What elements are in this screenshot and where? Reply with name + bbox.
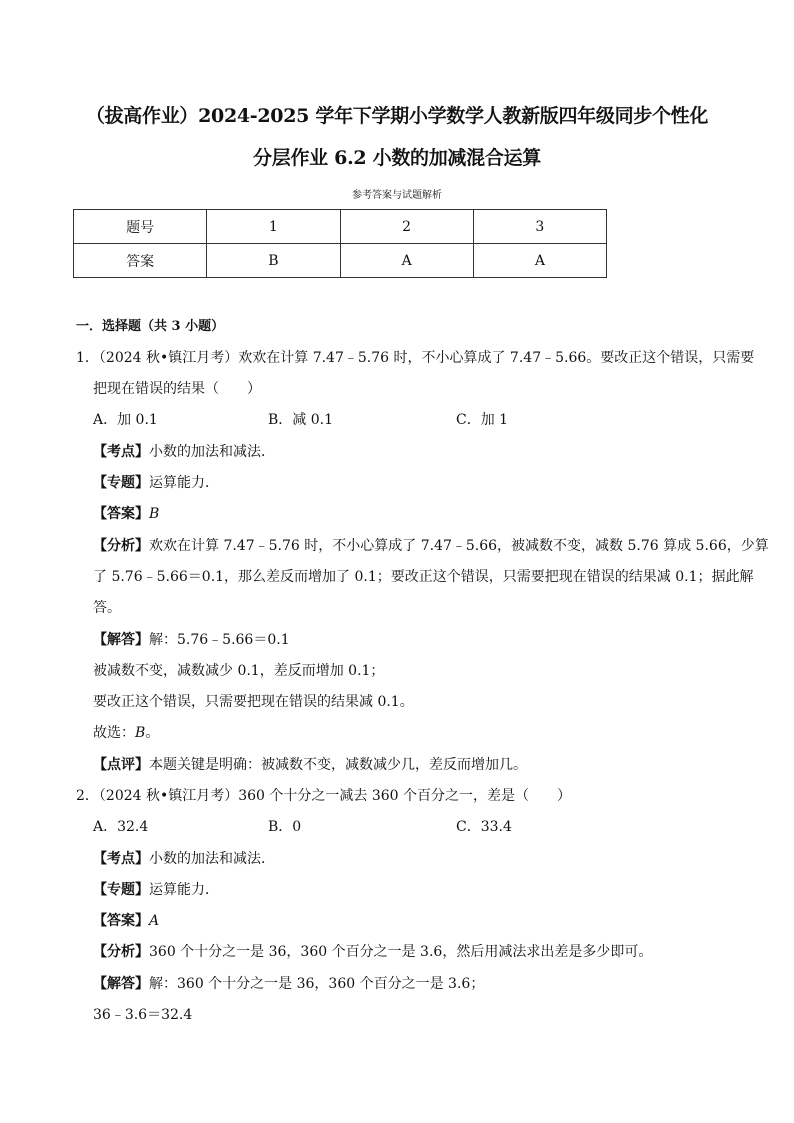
q1-jieda-line-4: [93, 724, 159, 742]
answer-table: [73, 209, 607, 278]
q2-zhuanti: [93, 881, 219, 899]
q1-daan: [93, 505, 159, 523]
answer-table-header-row: [74, 210, 607, 244]
table-cell: 2: [340, 210, 473, 244]
daan-tag: 【答案】: [93, 506, 149, 522]
kaodian-tag: 【考点】: [93, 444, 149, 460]
jieda-tag: 【解答】: [93, 632, 149, 648]
doc-subtitle: 参考答案与试题解析: [352, 190, 442, 201]
daan-tag: 【答案】: [93, 913, 149, 929]
jieda-choice: B: [135, 725, 146, 741]
q2-fenxi: [93, 943, 652, 961]
jieda-choice-prefix: 故选：: [93, 725, 135, 741]
q2-kaodian: [93, 850, 275, 868]
table-cell: 题号: [74, 210, 207, 244]
q1-dianping: [93, 756, 527, 774]
q2-stem-line-1: 2．（2024 秋•镇江月考）360 个十分之一减去 360 个百分之一，差是（ ）: [76, 788, 572, 804]
fenxi-tag: 【分析】: [93, 944, 149, 960]
q1-kaodian: [93, 443, 275, 461]
daan-text: B: [149, 506, 160, 522]
jieda-tag: 【解答】: [93, 976, 149, 992]
q1-stem-line-1: 1．（2024 秋•镇江月考）欢欢在计算 7.47﹣5.76 时，不小心算成了 7.47﹣5.66。要改正这个错误，只需要: [76, 350, 755, 366]
q2-option-c: C．33.4: [456, 819, 512, 835]
table-cell: 答案: [74, 244, 207, 278]
zhuanti-text: 运算能力．: [149, 882, 219, 898]
table-cell: A: [340, 244, 473, 278]
q2-option-a: A．32.4: [93, 819, 149, 835]
doc-title-line-1: （拔高作业）2024-2025 学年下学期小学数学人教新版四年级同步个性化: [85, 105, 709, 127]
table-cell: 3: [473, 210, 606, 244]
table-cell: 1: [207, 210, 340, 244]
q1-stem-line-2: 把现在错误的结果（ ）: [93, 381, 261, 397]
kaodian-tag: 【考点】: [93, 851, 149, 867]
q1-fenxi-line-3: 答。: [93, 600, 121, 616]
jieda-choice-suffix: 。: [145, 725, 160, 741]
zhuanti-tag: 【专题】: [93, 475, 149, 491]
q1-jieda-line-2: 被减数不变，减数减少 0.1，差反而增加 0.1；: [93, 663, 385, 679]
fenxi-text: 360 个十分之一是 36，360 个百分之一是 3.6，然后用减法求出差是多少即可。: [149, 944, 653, 960]
q1-fenxi-line-2: 了 5.76﹣5.66＝0.1，那么差反而增加了 0.1；要改正这个错误，只需要把现在错误的结果减 0.1；据此解: [93, 569, 754, 585]
doc-title-line-2: 分层作业 6.2 小数的加减混合运算: [253, 147, 541, 169]
table-cell: B: [207, 244, 340, 278]
q1-fenxi-line-1: [93, 537, 769, 555]
zhuanti-text: 运算能力．: [149, 475, 219, 491]
q2-daan: [93, 912, 159, 930]
dianping-text: 本题关键是明确：被减数不变，减数减少几，差反而增加几。: [149, 757, 527, 773]
kaodian-text: 小数的加法和减法．: [149, 444, 275, 460]
q1-option-c: C．加 1: [456, 412, 509, 428]
q1-jieda-line-3: 要改正这个错误，只需要把现在错误的结果减 0.1。: [93, 694, 414, 710]
q2-jieda-line-1: [93, 975, 484, 993]
fenxi-tag: 【分析】: [93, 538, 149, 554]
q1-zhuanti: [93, 474, 219, 492]
answer-table-answer-row: [74, 244, 607, 278]
daan-text: A: [149, 913, 160, 929]
q1-option-b: B．减 0.1: [268, 412, 334, 428]
jieda-text: 解：360 个十分之一是 36，360 个百分之一是 3.6；: [149, 976, 485, 992]
q1-jieda-line-1: [93, 631, 290, 649]
q1-option-a: A．加 0.1: [93, 412, 158, 428]
fenxi-text: 欢欢在计算 7.47﹣5.76 时，不小心算成了 7.47﹣5.66，被减数不变，减数 5.76 算成 5.66，少算: [149, 538, 769, 554]
zhuanti-tag: 【专题】: [93, 882, 149, 898]
jieda-text: 解：5.76﹣5.66＝0.1: [149, 632, 290, 648]
section-heading: 一．选择题（共 3 小题）: [76, 319, 225, 334]
q2-option-b: B．0: [268, 819, 302, 835]
dianping-tag: 【点评】: [93, 757, 149, 773]
table-cell: A: [473, 244, 606, 278]
q2-jieda-line-2: 36﹣3.6＝32.4: [93, 1007, 193, 1023]
kaodian-text: 小数的加法和减法．: [149, 851, 275, 867]
